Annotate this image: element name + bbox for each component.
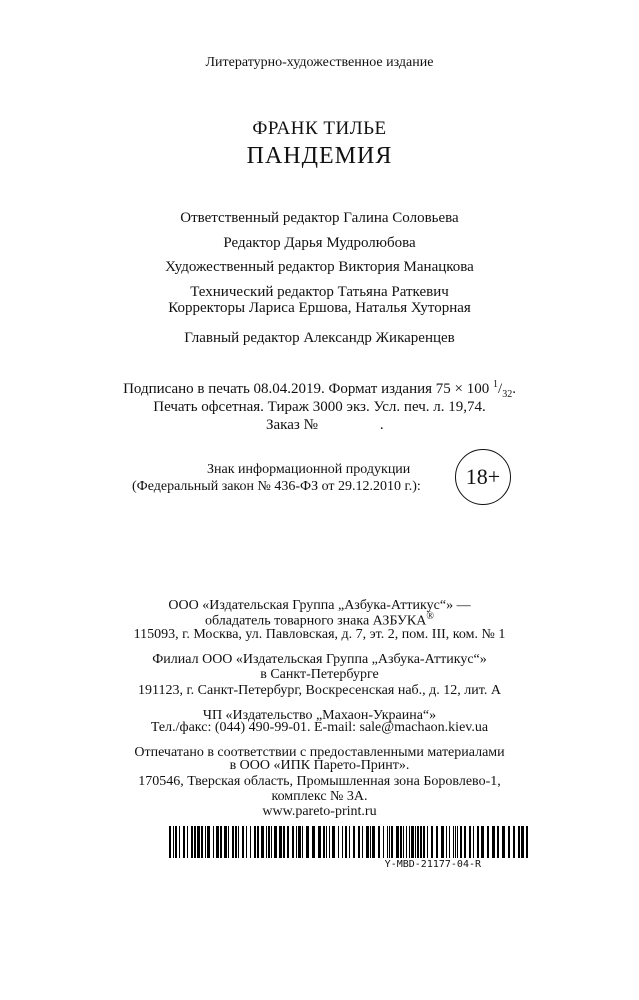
- barcode-bar: [400, 826, 402, 858]
- barcode-bar: [477, 826, 479, 858]
- barcode-bar: [446, 826, 447, 858]
- barcode-bar: [228, 826, 229, 858]
- publisher-address: 115093, г. Москва, ул. Павловская, д. 7, эт. 2, пом. III, ком. № 1: [133, 627, 506, 642]
- barcode-bar: [403, 826, 404, 858]
- barcode-bar: [216, 826, 219, 858]
- barcode-bar: [292, 826, 294, 858]
- format-fraction-denominator: 32: [502, 389, 513, 400]
- barcode-bar: [455, 826, 456, 858]
- barcode-bar: [342, 826, 343, 858]
- barcode-bar: [508, 826, 510, 858]
- barcode-bar: [232, 826, 234, 858]
- barcode-bar: [362, 826, 363, 858]
- barcode-bar: [274, 826, 277, 858]
- barcode-bar: [326, 826, 327, 858]
- book-author: ФРАНК ТИЛЬЕ: [252, 118, 387, 139]
- barcode-bar: [169, 826, 171, 858]
- barcode-bar: [469, 826, 471, 858]
- barcode-bar: [502, 826, 505, 858]
- barcode-bar: [449, 826, 450, 858]
- barcode: [169, 826, 531, 858]
- barcode-bar: [441, 826, 444, 858]
- publisher-trademark: обладатель товарного знака АЗБУКА: [205, 613, 427, 629]
- barcode-bar: [389, 826, 390, 858]
- barcode-bar: [338, 826, 339, 858]
- barcode-bar: [250, 826, 251, 858]
- barcode-bar: [353, 826, 355, 858]
- barcode-bar: [287, 826, 289, 858]
- barcode-bar: [406, 826, 407, 858]
- barcode-bar: [242, 826, 244, 858]
- barcode-bar: [387, 826, 388, 858]
- barcode-bar: [417, 826, 419, 858]
- printer-line1: Отпечатано в соответствии с предоставленными материалами: [134, 745, 505, 760]
- barcode-bar: [207, 826, 210, 858]
- format-fraction-numerator: 1: [493, 379, 499, 390]
- barcode-bar: [183, 826, 185, 858]
- barcode-bar: [213, 826, 214, 858]
- barcode-bar: [296, 826, 297, 858]
- barcode-bar: [370, 826, 371, 858]
- publisher-line1: ООО «Издательская Группа „Азбука-Аттикус“» —: [168, 598, 471, 613]
- barcode-bar: [464, 826, 466, 858]
- book-title: ПАНДЕМИЯ: [246, 143, 393, 169]
- barcode-bar: [235, 826, 237, 858]
- barcode-bar: [302, 826, 303, 858]
- order-number: [266, 417, 384, 434]
- barcode-bar: [487, 826, 489, 858]
- barcode-bar: [191, 826, 193, 858]
- barcode-bar: [411, 826, 414, 858]
- barcode-bar: [298, 826, 301, 858]
- barcode-bar: [513, 826, 515, 858]
- barcode-bar: [383, 826, 384, 858]
- barcode-bar: [246, 826, 247, 858]
- barcode-bar: [238, 826, 239, 858]
- barcode-bar: [349, 826, 350, 858]
- order-end: .: [379, 417, 384, 433]
- printer-website: www.pareto-print.ru: [262, 804, 377, 819]
- barcode-bar: [427, 826, 428, 858]
- barcode-bar: [173, 826, 174, 858]
- barcode-bar: [460, 826, 462, 858]
- barcode-bar: [345, 826, 347, 858]
- barcode-bar: [366, 826, 369, 858]
- branch-line2: в Санкт-Петербурге: [260, 667, 379, 682]
- barcode-bar: [521, 826, 524, 858]
- print-signed-end: .: [512, 381, 516, 397]
- print-details: Печать офсетная. Тираж 3000 экз. Усл. печ. л. 19,74.: [153, 399, 486, 415]
- barcode-bar: [268, 826, 270, 858]
- barcode-bar: [526, 826, 528, 858]
- barcode-bar: [257, 826, 259, 858]
- barcode-bar: [187, 826, 188, 858]
- edition-type: Литературно-художественное издание: [205, 55, 434, 70]
- barcode-bar: [266, 826, 267, 858]
- barcode-bar: [224, 826, 227, 858]
- registered-mark: ®: [426, 611, 434, 622]
- barcode-bar: [261, 826, 264, 858]
- branch-address: 191123, г. Санкт-Петербург, Воскресенская наб., д. 12, лит. А: [138, 683, 501, 698]
- barcode-bar: [306, 826, 309, 858]
- credit-line: Технический редактор Татьяна Раткевич: [190, 284, 449, 300]
- credit-line: Корректоры Лариса Ершова, Наталья Хуторная: [168, 300, 471, 316]
- printer-complex: комплекс № 3А.: [271, 789, 368, 804]
- barcode-bar: [409, 826, 410, 858]
- chief-editor: Главный редактор Александр Жикаренцев: [184, 330, 455, 346]
- barcode-bar: [179, 826, 180, 858]
- order-label: Заказ №: [266, 417, 318, 433]
- info-sign-line1: Знак информационной продукции: [207, 462, 411, 477]
- print-signed-line: [0, 379, 639, 400]
- barcode-bar: [323, 826, 325, 858]
- barcode-bar: [271, 826, 272, 858]
- barcode-bar: [396, 826, 399, 858]
- barcode-bar: [420, 826, 422, 858]
- barcode-bar: [473, 826, 474, 858]
- barcode-bar: [358, 826, 360, 858]
- barcode-bar: [312, 826, 315, 858]
- info-sign-line2: (Федеральный закон № 436-ФЗ от 29.12.2010 г.):: [132, 479, 421, 494]
- barcode-bar: [197, 826, 200, 858]
- barcode-bar: [518, 826, 520, 858]
- barcode-bar: [205, 826, 206, 858]
- barcode-bar: [492, 826, 495, 858]
- barcode-bar: [201, 826, 203, 858]
- ukraine-contacts: Тел./факс: (044) 490-99-01. E-mail: sale@machaon.kiev.ua: [150, 720, 489, 735]
- credit-line: Редактор Дарья Мудролюбова: [223, 235, 416, 251]
- barcode-bar: [497, 826, 499, 858]
- barcode-bar: [453, 826, 454, 858]
- barcode-code: Y-MBD-21177-04-R: [384, 859, 481, 870]
- credit-line: Ответственный редактор Галина Соловьева: [180, 210, 459, 226]
- printer-address: 170546, Тверская область, Промышленная зона Боровлево-1,: [138, 774, 501, 789]
- barcode-bar: [194, 826, 196, 858]
- printer-line2: в ООО «ИПК Парето-Принт».: [229, 758, 410, 773]
- barcode-bar: [391, 826, 393, 858]
- age-rating-badge: 18+: [455, 449, 511, 505]
- barcode-bar: [254, 826, 256, 858]
- credit-line: Художественный редактор Виктория Манацкова: [165, 259, 474, 275]
- barcode-bar: [378, 826, 380, 858]
- barcode-bar: [372, 826, 375, 858]
- barcode-bar: [436, 826, 438, 858]
- ukraine-line1: ЧП «Издательство „Махаон-Украина“»: [202, 708, 437, 723]
- barcode-bar: [431, 826, 433, 858]
- barcode-bar: [332, 826, 335, 858]
- barcode-bar: [481, 826, 484, 858]
- format-fraction-separator: /: [498, 381, 503, 397]
- branch-line1: Филиал ООО «Издательская Группа „Азбука-Аттикус“»: [152, 652, 487, 667]
- barcode-bar: [279, 826, 282, 858]
- barcode-bar: [220, 826, 222, 858]
- barcode-bar: [415, 826, 416, 858]
- barcode-bar: [283, 826, 285, 858]
- barcode-bar: [318, 826, 321, 858]
- barcode-bar: [457, 826, 458, 858]
- barcode-bar: [423, 826, 425, 858]
- print-signed-text: Подписано в печать 08.04.2019. Формат издания 75 × 100: [123, 381, 494, 397]
- barcode-bar: [175, 826, 177, 858]
- barcode-bar: [329, 826, 330, 858]
